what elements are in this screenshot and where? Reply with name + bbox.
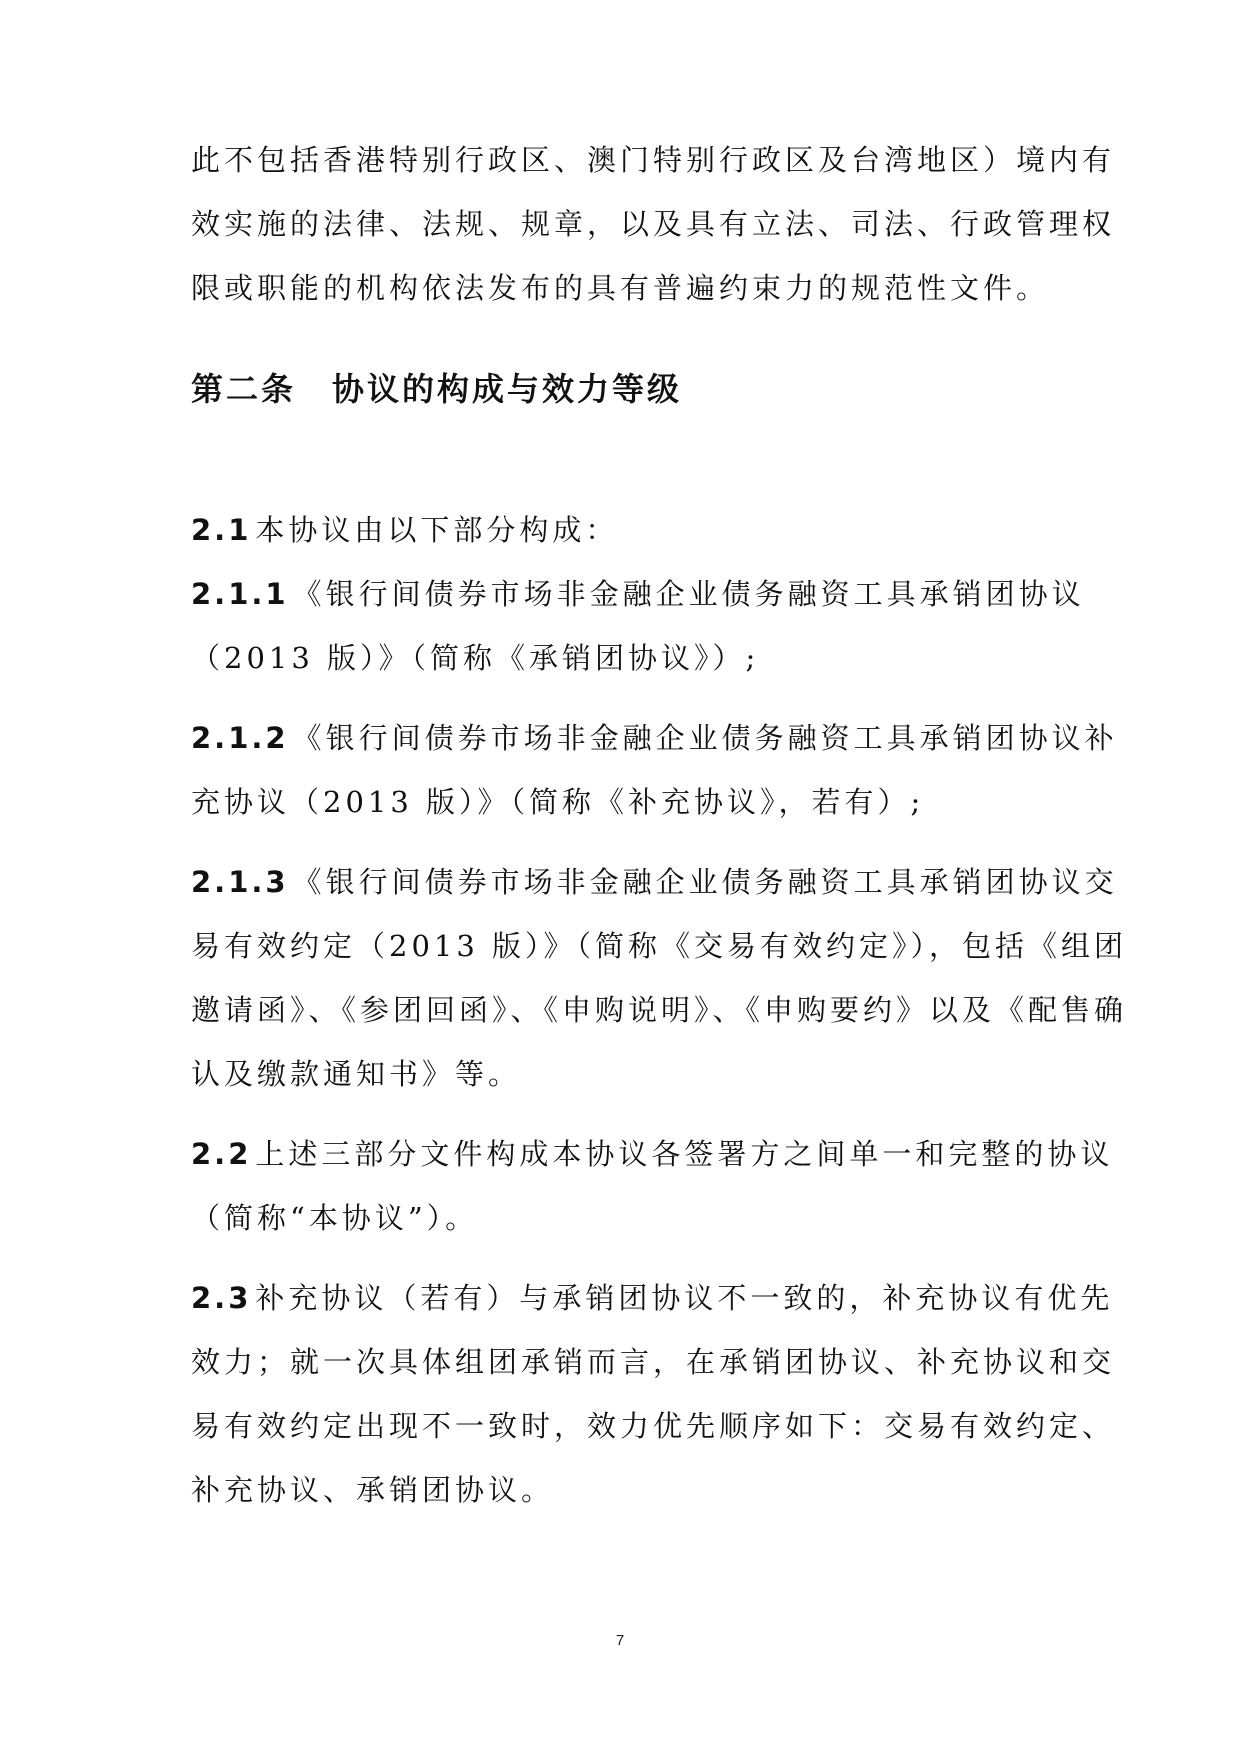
clause-2-1 bbox=[191, 498, 1071, 562]
clause-text: 《银行间债券市场非金融企业债务融资工具承销团协议交 bbox=[292, 865, 1118, 899]
intro-line: 限或职能的机构依法发布的具有普遍约束力的规范性文件。 bbox=[191, 271, 1050, 305]
clause-line bbox=[191, 706, 1118, 770]
clause-number: 2.1.1 bbox=[191, 577, 289, 611]
clause-2-1-2 bbox=[191, 706, 1118, 834]
intro-line: 此不包括香港特别行政区、澳门特别行政区及台湾地区）境内有 bbox=[191, 143, 1116, 177]
clause-line: （简称“本协议”）。 bbox=[191, 1201, 479, 1235]
clause-2-2 bbox=[191, 1122, 1114, 1250]
clause-line: 易有效约定（2013 版）》（简称《交易有效约定》），包括《组团 bbox=[191, 929, 1128, 963]
clause-number: 2.3 bbox=[191, 1281, 252, 1315]
clause-text: 《银行间债券市场非金融企业债务融资工具承销团协议补 bbox=[292, 721, 1118, 755]
intro-line: 效实施的法律、法规、规章，以及具有立法、司法、行政管理权 bbox=[191, 207, 1116, 241]
clause-line: 认及缴款通知书》等。 bbox=[191, 1057, 522, 1091]
article-title: 协议的构成与效力等级 bbox=[332, 370, 683, 408]
page-number: 7 bbox=[615, 1632, 625, 1649]
clause-line bbox=[191, 1266, 1114, 1330]
clause-text: 补充协议（若有）与承销团协议不一致的，补充协议有优先 bbox=[255, 1281, 1114, 1315]
clause-2-3 bbox=[191, 1266, 1116, 1522]
clause-2-1-1 bbox=[191, 562, 1085, 690]
clause-line bbox=[191, 850, 1118, 914]
clause-line bbox=[191, 498, 1071, 562]
clause-text: 《银行间债券市场非金融企业债务融资工具承销团协议 bbox=[292, 577, 1085, 611]
clause-number: 2.1.2 bbox=[191, 721, 289, 755]
clause-line bbox=[191, 1122, 1114, 1186]
clause-number: 2.2 bbox=[191, 1137, 252, 1171]
intro-paragraph bbox=[191, 128, 1116, 320]
clause-line: （2013 版）》（简称《承销团协议》）; bbox=[191, 641, 760, 675]
clause-line: 易有效约定出现不一致时，效力优先顺序如下：交易有效约定、 bbox=[191, 1409, 1116, 1443]
clause-2-1-3 bbox=[191, 850, 1128, 1106]
clause-number: 2.1 bbox=[191, 513, 252, 547]
clause-number: 2.1.3 bbox=[191, 865, 289, 899]
clause-text: 上述三部分文件构成本协议各签署方之间单一和完整的协议 bbox=[255, 1137, 1114, 1171]
article-number: 第二条 bbox=[191, 370, 297, 408]
clause-line bbox=[191, 562, 1085, 626]
clause-line: 效力；就一次具体组团承销而言，在承销团协议、补充协议和交 bbox=[191, 1345, 1116, 1379]
article-heading bbox=[191, 365, 682, 413]
clause-line: 补充协议、承销团协议。 bbox=[191, 1473, 555, 1507]
clause-line: 邀请函》、《参团回函》、《申购说明》、《申购要约》以及《配售确 bbox=[191, 993, 1128, 1027]
clause-line: 充协议（2013 版）》（简称《补充协议》，若有）; bbox=[191, 785, 925, 819]
clause-text: 本协议由以下部分构成： bbox=[255, 513, 619, 547]
